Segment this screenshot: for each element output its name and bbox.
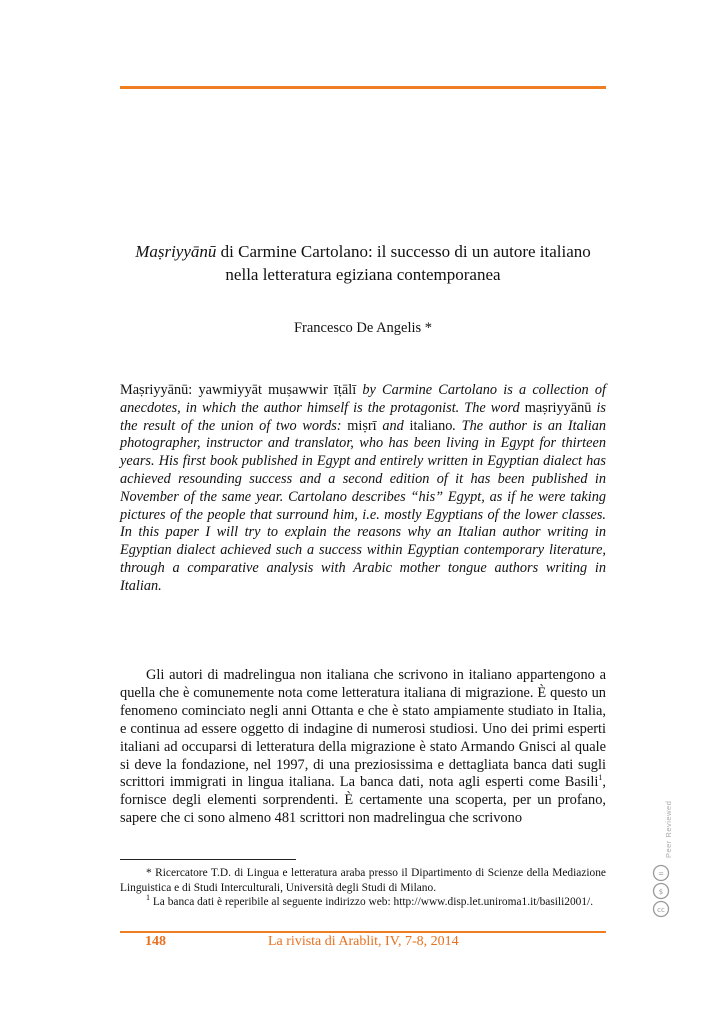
title-line2: nella letteratura egiziana contemporanea (225, 265, 501, 284)
page-number: 148 (145, 934, 166, 949)
abstract-text: by Carmine Cartolano is a collection of anecdotes, in which the author himself is the protagonist. The word (120, 382, 607, 416)
journal-citation: La rivista di Arablit, IV, 7-8, 2014 (268, 934, 459, 949)
footnote-1-text: La banca dati è reperibile al seguente indirizzo web: http://www.disp.let.uniroma1.it/basili2001/. (150, 896, 594, 909)
abstract-term-italiano: italiano (409, 417, 453, 434)
peer-reviewed-label: Peer Reviewed (664, 800, 673, 858)
svg-text:$: $ (658, 888, 664, 896)
creative-commons-icon (650, 864, 672, 924)
abstract-term-masriyyanu: maṣriyyānū (524, 399, 592, 416)
title-line1: di Carmine Cartolano: il successo di un autore italiano (216, 242, 591, 261)
footnote-author-affiliation: * Ricercatore T.D. di Lingua e letteratura araba presso il Dipartimento di Scienze della Mediazione Linguistica e di Studi Interculturali, Università degli Studi di Milano. (120, 867, 606, 894)
author-name: Francesco De Angelis * (293, 320, 433, 336)
footnote-separator (120, 859, 296, 860)
abstract-text: and (376, 417, 410, 434)
abstract-term-misri: miṣrī (347, 417, 377, 434)
top-rule (120, 86, 606, 89)
abstract-transliteration: Maṣriyyānū: yawmiyyāt muṣawwir īṭālī (120, 382, 357, 398)
abstract-text: is the result of the union of two words: (120, 399, 606, 434)
footnotes (120, 866, 606, 910)
title-italic: Maṣriyyānū (135, 242, 217, 261)
body-paragraph (120, 667, 606, 828)
footnote-ref-1[interactable]: 1 (598, 773, 603, 783)
body-text-a: Gli autori di madrelingua non italiana che scrivono in italiano appartengono a quella che è comunemente nota come letteratura italiana di migrazione. È questo un fenomeno cominciato negli anni Ottanta e che è stato ampiamente studiato in Italia, e continua ad essere oggetto di indagine di numerosi studiosi. Uno dei primi esperti italiani ad occuparsi di letteratura della migrazione è stato Armando Gnisci al quale si deve la fondazione, nel 1997, di una preziosissima e dettagliata banca dati sugli scrittori immigrati in lingua italiana. La banca dati, nota agli esperti come Basili (120, 667, 606, 791)
footnote-1 (120, 895, 606, 910)
footnote-1-number: 1 (146, 893, 150, 903)
body-text-b: , fornisce degli elementi sorprendenti. È certamente una scoperta, per un profano, sapere che ci sono almeno 481 scrittori non madrelingua che scrivono (120, 774, 606, 827)
svg-text:cc: cc (657, 906, 665, 914)
svg-text:=: = (658, 870, 664, 878)
abstract-text: . The author is an Italian photographer, instructor and translator, who has been living in Egypt for thirteen years. His first book published in Egypt and entirely written in Egyptian dialect has achieved resounding success and a second edition of it has been published in November of the same year. Cartolano describes “his” Egypt, as if he were taking pictures of the people that surround him, i.e. mostly Egyptians of the lower classes. In this paper I will try to explain the reasons why an Italian author writing in Egyptian dialect achieved such a success within Egyptian contemporary literature, through a comparative analysis with Arabic mother tongue authors writing in Italian. (120, 417, 607, 594)
article-title (110, 240, 616, 286)
abstract (120, 382, 606, 596)
bottom-rule (120, 931, 606, 933)
